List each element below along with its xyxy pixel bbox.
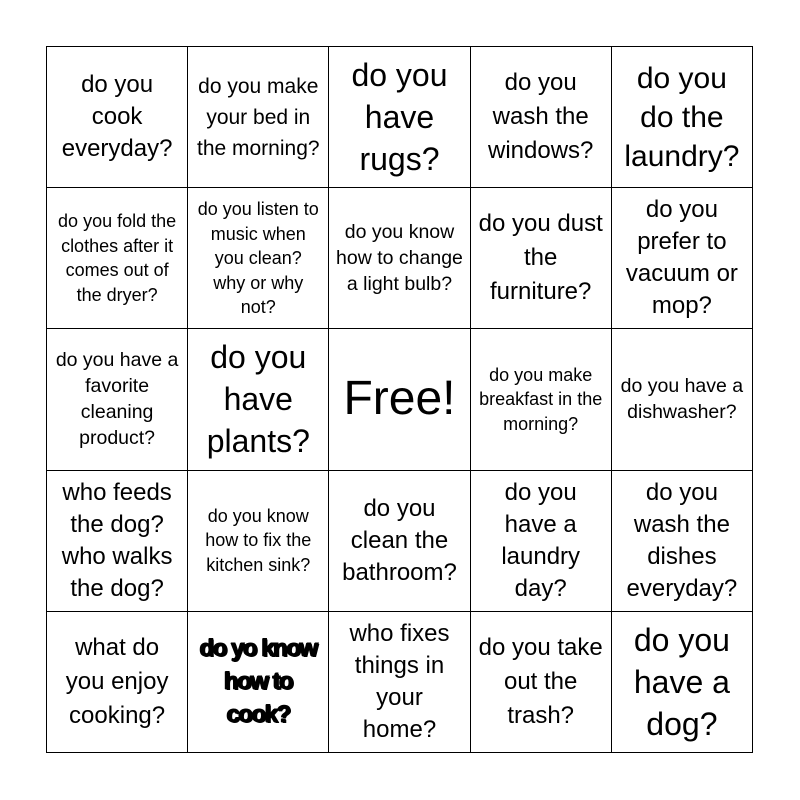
cell-text: do you cook everyday? [61, 71, 173, 163]
bingo-cell[interactable] [188, 612, 329, 753]
cell-text: who fixes things in your home? [349, 619, 450, 743]
bingo-cell[interactable] [471, 47, 612, 188]
bingo-cell[interactable] [188, 47, 329, 188]
bingo-cell[interactable] [612, 612, 753, 753]
bingo-cell[interactable] [188, 329, 329, 470]
free-space-label: Free! [343, 372, 456, 426]
cell-text: do you make breakfast in the morning? [479, 364, 603, 434]
bingo-cell[interactable] [47, 471, 188, 612]
bingo-cell[interactable] [47, 612, 188, 753]
bingo-cell[interactable] [188, 188, 329, 329]
cell-text: do you fold the clothes after it comes out of the dryer? [58, 211, 177, 305]
bingo-cell[interactable] [329, 188, 470, 329]
free-space[interactable] [329, 329, 470, 470]
cell-text: do you have a favorite cleaning product? [55, 349, 179, 450]
cell-text: do you wash the windows? [487, 69, 594, 165]
bingo-cell[interactable] [329, 471, 470, 612]
cell-text: do you do the laundry? [624, 61, 740, 173]
bingo-cell[interactable] [471, 471, 612, 612]
bingo-cell[interactable] [188, 471, 329, 612]
bingo-cell[interactable] [612, 329, 753, 470]
cell-text: do you prefer to vacuum or mop? [625, 196, 738, 320]
cell-text: do you make your bed in the morning? [196, 74, 320, 160]
cell-text: do you know how to fix the kitchen sink? [205, 505, 312, 575]
bingo-cell[interactable] [612, 471, 753, 612]
bingo-board [46, 46, 753, 753]
cell-text: who feeds the dog? who walks the dog? [61, 478, 173, 602]
cell-text: do you know how to change a light bulb? [336, 221, 463, 296]
bingo-cell[interactable] [47, 329, 188, 470]
bingo-cell[interactable] [329, 612, 470, 753]
cell-text: do yo know how to cook? [199, 635, 317, 729]
bingo-cell[interactable] [471, 188, 612, 329]
cell-text: do you listen to music when you clean? why or why not? [197, 199, 319, 318]
cell-text: do you have a dog? [633, 621, 730, 742]
bingo-cell[interactable] [612, 188, 753, 329]
bingo-cell[interactable] [612, 47, 753, 188]
bingo-cell[interactable] [47, 188, 188, 329]
cell-text: do you have rugs? [351, 57, 448, 178]
cell-text: do you have a dishwasher? [620, 375, 744, 424]
bingo-cell[interactable] [471, 612, 612, 753]
bingo-cell[interactable] [329, 47, 470, 188]
cell-text: do you have a laundry day? [501, 478, 581, 602]
cell-text: do you take out the trash? [478, 633, 603, 729]
bingo-cell[interactable] [47, 47, 188, 188]
cell-text: do you clean the bathroom? [342, 494, 457, 586]
cell-text: do you wash the dishes everyday? [626, 478, 738, 602]
cell-text: do you have plants? [206, 339, 310, 460]
cell-text: what do you enjoy cooking? [65, 633, 169, 729]
cell-text: do you dust the furniture? [478, 210, 603, 306]
bingo-cell[interactable] [471, 329, 612, 470]
